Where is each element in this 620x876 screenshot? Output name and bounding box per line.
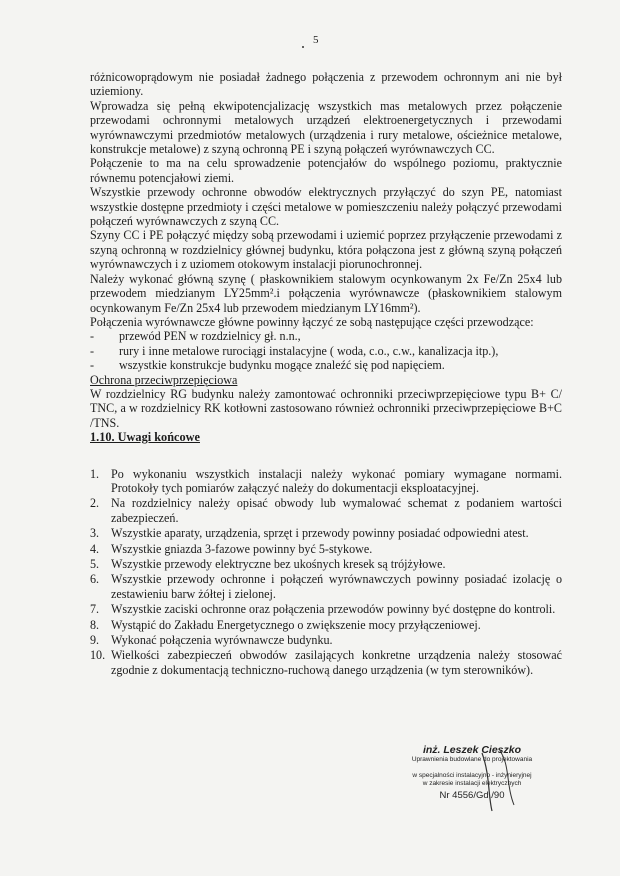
section-heading: 1.10. Uwagi końcowe	[90, 430, 200, 445]
stamp-name: inż. Leszek Cieszko	[422, 744, 522, 756]
item-number: 3.	[90, 526, 100, 541]
list-item	[90, 526, 562, 540]
item-text: Wszystkie przewody ochronne i połączeń wyrównawczych powinny posiadać izolację o zestawieniu barw żółtej i zielonej.	[111, 572, 562, 601]
item-number: 10.	[90, 648, 106, 663]
list-item	[90, 572, 562, 601]
list-item	[90, 618, 562, 632]
list-item	[90, 557, 562, 571]
list-item	[90, 648, 562, 677]
paragraph: Szyny CC i PE połączyć między sobą przewodami i uziemić poprzez przyłączenie przewodami z szyną ochronną w rozdzielnicy głównej budynku, która połączona jest z główną szyną połączeń wyrównawczych i z uziomem otokowym instalacji piorunochronnej.	[90, 228, 562, 272]
stamp-line: Uprawnienia budowlane do projektowania	[411, 756, 533, 763]
item-number: 2.	[90, 496, 100, 511]
list-item	[90, 602, 562, 616]
paragraph: Połączenie to ma na celu sprowadzenie potencjałów do wspólnego poziomu, praktycznie równemu potencjałowi ziemi.	[90, 156, 562, 185]
list-item	[90, 467, 562, 496]
engineer-stamp	[392, 744, 552, 801]
item-number: 8.	[90, 617, 100, 632]
item-number: 5.	[90, 557, 100, 571]
list-item	[90, 542, 562, 556]
item-text: Po wykonaniu wszystkich instalacji należy wykonać pomiary wymagane normami. Protokoły tych pomiarów załączyć należy do dokumentacji eksploatacyjnej.	[111, 466, 562, 495]
paragraph: Wprowadza się pełną ekwipotencjalizację wszystkich mas metalowych przez połączenie przewodami ochronnymi metalowych urządzeń elektroenergetycznych i przewodami wyrównawczymi przedmiotów metalowych (urządzenia i rury metalowe, ościeżnice metalowe, konstrukcje metalowe) z szyną ochronną PE i szyną połączeń wyrównawczych CC.	[90, 98, 562, 157]
item-text: Wszystkie aparaty, urządzenia, sprzęt i przewody powinny posiadać odpowiedni atest.	[111, 526, 529, 541]
list-item	[90, 496, 562, 525]
item-text: Wielkości zabezpieczeń obwodów zasilających konkretne urządzenia należy stosować zgodnie z dokumentacją techniczno-ruchową danego urządzenia (w tym sterowników).	[111, 648, 562, 677]
paragraph: Połączenia wyrównawcze główne powinny łączyć ze sobą następujące części przewodzące:	[90, 314, 534, 329]
paragraph: W rozdzielnicy RG budynku należy zamontować ochronniki przeciwprzepięciowe typu B+ C/ TNC, a w rozdzielnicy RK kotłowni zastosowano również ochronniki przeciwprzepięciowe B+C /TNS.	[90, 386, 562, 430]
item-text: Wystąpić do Zakładu Energetycznego o zwiększenie mocy przyłączeniowej.	[111, 617, 481, 632]
list-item: - rury i inne metalowe rurociągi instalacyjne ( woda, c.o., c.w., kanalizacja itp.),	[90, 344, 562, 358]
document-body	[90, 70, 562, 678]
scan-speck	[302, 46, 304, 48]
item-number: 4.	[90, 541, 100, 556]
item-number: 9.	[90, 633, 100, 648]
list-item: - wszystkie konstrukcje budynku mogące znaleźć się pod napięciem.	[90, 358, 562, 372]
item-text: Wykonać połączenia wyrównawcze budynku.	[111, 633, 333, 648]
page-number: 5	[313, 34, 319, 46]
paragraph: Należy wykonać główną szynę ( płaskownikiem stalowym ocynkowanym 2x Fe/Zn 25x4 lub przewodem miedzianym LY25mm².i połączenia wyrównawcze (płaskownikiem stalowym ocynkowanym Fe/Zn 25x4 lub przewodem miedzianym LY16mm²).	[90, 271, 562, 315]
subsection-title: Ochrona przeciwprzepięciowa	[90, 372, 238, 387]
item-number: 7.	[90, 602, 100, 617]
paragraph: Wszystkie przewody ochronne obwodów elektrycznych przyłączyć do szyn PE, natomiast wszystkie dostępne przedmioty i części metalowe w pomieszczeniu należy połączyć przewodami połączeń wyrównawczych z szyną CC.	[90, 185, 562, 229]
stamp-number: Nr 4556/Gd./90	[439, 790, 505, 801]
item-number: 6.	[90, 572, 100, 587]
remarks-list	[90, 467, 562, 678]
list-item: - przewód PEN w rozdzielnicy gł. n.n.,	[90, 329, 562, 343]
item-text: Wszystkie gniazda 3-fazowe powinny być 5-stykowe.	[111, 541, 373, 556]
item-text: Wszystkie przewody elektryczne bez ukośnych kresek są trójżyłowe.	[111, 557, 446, 571]
item-number: 1.	[90, 466, 100, 481]
bullet-list	[90, 329, 562, 372]
stamp-line: w zakresie instalacji elektrycznych	[422, 780, 522, 787]
paragraph: różnicowoprądowym nie posiadał żadnego połączenia z przewodem ochronnym ani nie był uziemiony.	[90, 70, 562, 99]
stamp-line: w specjalności instalacyjno - inżynieryjnej	[412, 772, 532, 779]
item-text: Na rozdzielnicy należy opisać obwody lub wymalować schemat z podaniem wartości zabezpieczeń.	[111, 496, 562, 525]
item-text: Wszystkie zaciski ochronne oraz połączenia przewodów powinny być dostępne do kontroli.	[111, 602, 556, 617]
list-item	[90, 633, 562, 647]
